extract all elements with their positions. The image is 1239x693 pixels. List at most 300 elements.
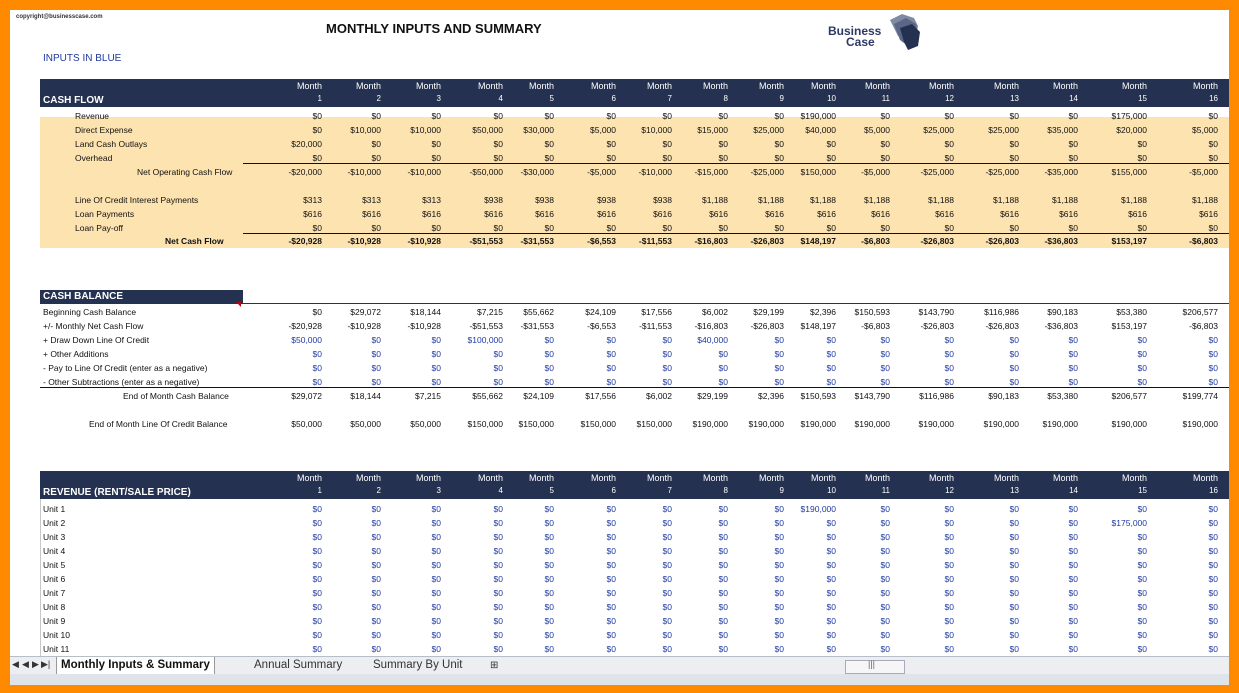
value-cell[interactable]: $24,109 <box>585 307 616 317</box>
value-cell[interactable]: $0 <box>312 630 322 640</box>
value-cell[interactable]: $190,000 <box>918 419 954 429</box>
value-cell[interactable]: -$6,803 <box>1189 321 1218 331</box>
value-cell[interactable]: $25,000 <box>923 125 954 135</box>
value-cell[interactable]: $938 <box>597 195 616 205</box>
last-sheet-icon[interactable]: ▶| <box>41 659 51 669</box>
value-cell[interactable]: $0 <box>880 588 890 598</box>
value-cell[interactable]: $0 <box>312 307 322 317</box>
value-cell[interactable]: $0 <box>312 560 322 570</box>
value-cell[interactable]: $0 <box>880 153 890 163</box>
value-cell[interactable]: $0 <box>662 335 672 345</box>
value-cell[interactable]: $0 <box>544 377 554 387</box>
value-cell[interactable]: $0 <box>371 532 381 542</box>
value-cell[interactable]: -$6,803 <box>861 236 890 246</box>
value-cell[interactable]: $0 <box>1208 602 1218 612</box>
value-cell[interactable]: $0 <box>1137 602 1147 612</box>
value-cell[interactable]: $0 <box>431 504 441 514</box>
value-cell[interactable]: $0 <box>493 363 503 373</box>
value-cell[interactable]: $313 <box>422 195 441 205</box>
value-cell[interactable]: $0 <box>1208 518 1218 528</box>
value-cell[interactable]: -$5,000 <box>861 167 890 177</box>
value-cell[interactable]: $143,790 <box>854 391 890 401</box>
value-cell[interactable]: $2,396 <box>758 391 784 401</box>
value-cell[interactable]: $17,556 <box>641 307 672 317</box>
value-cell[interactable]: $0 <box>826 377 836 387</box>
value-cell[interactable]: $0 <box>371 602 381 612</box>
value-cell[interactable]: -$10,928 <box>347 236 381 246</box>
value-cell[interactable]: $0 <box>944 223 954 233</box>
next-sheet-icon[interactable]: ▶ <box>32 659 39 669</box>
value-cell[interactable]: $0 <box>431 349 441 359</box>
value-cell[interactable]: $0 <box>1068 111 1078 121</box>
value-cell[interactable]: $0 <box>1068 630 1078 640</box>
value-cell[interactable]: -$36,803 <box>1044 236 1078 246</box>
value-cell[interactable]: $0 <box>312 602 322 612</box>
value-cell[interactable]: $0 <box>662 546 672 556</box>
value-cell[interactable]: $0 <box>493 349 503 359</box>
value-cell[interactable]: $938 <box>535 195 554 205</box>
value-cell[interactable]: $150,593 <box>800 391 836 401</box>
value-cell[interactable]: $0 <box>431 223 441 233</box>
value-cell[interactable]: $18,144 <box>350 391 381 401</box>
insert-sheet-icon[interactable]: ⊞ <box>490 660 499 671</box>
value-cell[interactable]: $0 <box>1137 644 1147 654</box>
value-cell[interactable]: $0 <box>774 560 784 570</box>
value-cell[interactable]: $0 <box>774 335 784 345</box>
value-cell[interactable]: -$30,000 <box>520 167 554 177</box>
value-cell[interactable]: $0 <box>1009 546 1019 556</box>
value-cell[interactable]: $0 <box>880 504 890 514</box>
value-cell[interactable]: $190,000 <box>1111 419 1147 429</box>
value-cell[interactable]: $0 <box>718 546 728 556</box>
value-cell[interactable]: $0 <box>493 616 503 626</box>
value-cell[interactable]: $0 <box>1137 363 1147 373</box>
value-cell[interactable]: $0 <box>1068 153 1078 163</box>
value-cell[interactable]: $0 <box>1137 574 1147 584</box>
value-cell[interactable]: $0 <box>431 588 441 598</box>
value-cell[interactable]: $0 <box>431 630 441 640</box>
value-cell[interactable]: $0 <box>544 588 554 598</box>
value-cell[interactable]: $0 <box>1137 223 1147 233</box>
value-cell[interactable]: $0 <box>431 574 441 584</box>
value-cell[interactable]: -$16,803 <box>694 236 728 246</box>
value-cell[interactable]: $0 <box>1009 616 1019 626</box>
value-cell[interactable]: $0 <box>1208 139 1218 149</box>
value-cell[interactable]: $190,000 <box>1042 419 1078 429</box>
value-cell[interactable]: $0 <box>493 560 503 570</box>
value-cell[interactable]: $50,000 <box>291 419 322 429</box>
value-cell[interactable]: $29,199 <box>697 391 728 401</box>
value-cell[interactable]: $0 <box>493 153 503 163</box>
value-cell[interactable]: $0 <box>1068 616 1078 626</box>
value-cell[interactable]: $0 <box>606 546 616 556</box>
value-cell[interactable]: $0 <box>312 111 322 121</box>
value-cell[interactable]: $0 <box>312 349 322 359</box>
value-cell[interactable]: $0 <box>493 377 503 387</box>
value-cell[interactable]: $616 <box>871 209 890 219</box>
value-cell[interactable]: $0 <box>431 560 441 570</box>
value-cell[interactable]: $190,000 <box>1182 419 1218 429</box>
value-cell[interactable]: $0 <box>371 335 381 345</box>
value-cell[interactable]: $17,556 <box>585 391 616 401</box>
value-cell[interactable]: $0 <box>944 111 954 121</box>
value-cell[interactable]: $0 <box>1009 111 1019 121</box>
value-cell[interactable]: $6,002 <box>702 307 728 317</box>
value-cell[interactable]: $0 <box>371 377 381 387</box>
value-cell[interactable]: $0 <box>880 532 890 542</box>
value-cell[interactable]: -$10,000 <box>638 167 672 177</box>
value-cell[interactable]: $313 <box>303 195 322 205</box>
value-cell[interactable]: $1,188 <box>1192 195 1218 205</box>
value-cell[interactable]: $616 <box>484 209 503 219</box>
value-cell[interactable]: $148,197 <box>800 236 836 246</box>
value-cell[interactable]: $0 <box>1009 630 1019 640</box>
value-cell[interactable]: $0 <box>312 153 322 163</box>
value-cell[interactable]: $0 <box>662 602 672 612</box>
value-cell[interactable]: $938 <box>653 195 672 205</box>
value-cell[interactable]: $0 <box>944 153 954 163</box>
prev-sheet-icon[interactable]: ◀ <box>22 659 29 669</box>
value-cell[interactable]: $0 <box>493 602 503 612</box>
value-cell[interactable]: $0 <box>544 223 554 233</box>
tab-annual-summary[interactable]: Annual Summary <box>254 659 343 671</box>
value-cell[interactable]: $190,000 <box>800 111 836 121</box>
value-cell[interactable]: -$10,000 <box>407 167 441 177</box>
value-cell[interactable]: -$26,803 <box>920 236 954 246</box>
value-cell[interactable]: $50,000 <box>350 419 381 429</box>
value-cell[interactable]: -$6,553 <box>587 236 616 246</box>
value-cell[interactable]: $0 <box>544 349 554 359</box>
value-cell[interactable]: $175,000 <box>1111 518 1147 528</box>
value-cell[interactable]: $0 <box>544 644 554 654</box>
value-cell[interactable]: $0 <box>718 588 728 598</box>
value-cell[interactable]: $0 <box>371 560 381 570</box>
value-cell[interactable]: $0 <box>944 532 954 542</box>
value-cell[interactable]: $50,000 <box>472 125 503 135</box>
value-cell[interactable]: $0 <box>718 574 728 584</box>
value-cell[interactable]: $0 <box>718 616 728 626</box>
value-cell[interactable]: $116,986 <box>984 307 1019 317</box>
value-cell[interactable]: $0 <box>1208 111 1218 121</box>
value-cell[interactable]: $0 <box>431 616 441 626</box>
value-cell[interactable]: $616 <box>535 209 554 219</box>
value-cell[interactable]: $616 <box>1199 209 1218 219</box>
value-cell[interactable]: $0 <box>718 504 728 514</box>
value-cell[interactable]: $0 <box>774 377 784 387</box>
value-cell[interactable]: $150,000 <box>636 419 672 429</box>
value-cell[interactable]: $0 <box>944 349 954 359</box>
value-cell[interactable]: $0 <box>544 616 554 626</box>
value-cell[interactable]: $0 <box>774 139 784 149</box>
value-cell[interactable]: $0 <box>312 125 322 135</box>
value-cell[interactable]: $0 <box>774 223 784 233</box>
value-cell[interactable]: $2,396 <box>810 307 836 317</box>
value-cell[interactable]: $0 <box>544 363 554 373</box>
value-cell[interactable]: $20,000 <box>291 139 322 149</box>
value-cell[interactable]: $1,188 <box>810 195 836 205</box>
value-cell[interactable]: $0 <box>718 223 728 233</box>
value-cell[interactable]: $1,188 <box>864 195 890 205</box>
value-cell[interactable]: $0 <box>880 377 890 387</box>
value-cell[interactable]: $0 <box>774 644 784 654</box>
value-cell[interactable]: $0 <box>826 223 836 233</box>
value-cell[interactable]: $0 <box>312 377 322 387</box>
value-cell[interactable]: $0 <box>1068 602 1078 612</box>
value-cell[interactable]: $0 <box>1208 223 1218 233</box>
value-cell[interactable]: $6,002 <box>646 391 672 401</box>
value-cell[interactable]: $0 <box>1208 532 1218 542</box>
value-cell[interactable]: $0 <box>662 630 672 640</box>
value-cell[interactable]: $0 <box>1208 644 1218 654</box>
value-cell[interactable]: $0 <box>606 630 616 640</box>
value-cell[interactable]: $199,774 <box>1182 391 1218 401</box>
value-cell[interactable]: $0 <box>944 546 954 556</box>
value-cell[interactable]: $0 <box>880 223 890 233</box>
value-cell[interactable]: $0 <box>826 588 836 598</box>
value-cell[interactable]: $0 <box>880 574 890 584</box>
value-cell[interactable]: $0 <box>606 153 616 163</box>
value-cell[interactable]: $0 <box>718 644 728 654</box>
value-cell[interactable]: $616 <box>1128 209 1147 219</box>
value-cell[interactable]: $0 <box>544 630 554 640</box>
value-cell[interactable]: $0 <box>606 223 616 233</box>
value-cell[interactable]: $0 <box>774 504 784 514</box>
value-cell[interactable]: $0 <box>1208 546 1218 556</box>
value-cell[interactable]: $155,000 <box>1111 167 1147 177</box>
value-cell[interactable]: $0 <box>606 532 616 542</box>
value-cell[interactable]: $0 <box>718 630 728 640</box>
value-cell[interactable]: $35,000 <box>1047 125 1078 135</box>
value-cell[interactable]: $0 <box>718 560 728 570</box>
value-cell[interactable]: $0 <box>371 349 381 359</box>
value-cell[interactable]: $0 <box>662 223 672 233</box>
value-cell[interactable]: $190,000 <box>748 419 784 429</box>
value-cell[interactable]: $0 <box>371 616 381 626</box>
value-cell[interactable]: $0 <box>371 504 381 514</box>
value-cell[interactable]: $0 <box>1068 588 1078 598</box>
value-cell[interactable]: $0 <box>312 532 322 542</box>
value-cell[interactable]: $0 <box>774 588 784 598</box>
value-cell[interactable]: $616 <box>765 209 784 219</box>
value-cell[interactable]: $0 <box>662 153 672 163</box>
value-cell[interactable]: $0 <box>1068 518 1078 528</box>
value-cell[interactable]: $0 <box>1137 377 1147 387</box>
value-cell[interactable]: $0 <box>826 602 836 612</box>
value-cell[interactable]: $0 <box>1068 349 1078 359</box>
value-cell[interactable]: $0 <box>718 349 728 359</box>
value-cell[interactable]: $0 <box>944 588 954 598</box>
value-cell[interactable]: $7,215 <box>415 391 441 401</box>
value-cell[interactable]: $0 <box>312 223 322 233</box>
value-cell[interactable]: $0 <box>1009 377 1019 387</box>
value-cell[interactable]: -$10,928 <box>347 321 381 331</box>
value-cell[interactable]: $0 <box>826 630 836 640</box>
value-cell[interactable]: $0 <box>1137 630 1147 640</box>
value-cell[interactable]: $190,000 <box>800 419 836 429</box>
value-cell[interactable]: $0 <box>431 546 441 556</box>
value-cell[interactable]: -$20,000 <box>288 167 322 177</box>
value-cell[interactable]: $150,593 <box>854 307 890 317</box>
value-cell[interactable]: $0 <box>544 504 554 514</box>
value-cell[interactable]: $1,188 <box>993 195 1019 205</box>
value-cell[interactable]: $616 <box>709 209 728 219</box>
value-cell[interactable]: $0 <box>774 532 784 542</box>
value-cell[interactable]: $190,000 <box>983 419 1019 429</box>
value-cell[interactable]: $0 <box>606 560 616 570</box>
value-cell[interactable]: $0 <box>662 139 672 149</box>
value-cell[interactable]: -$10,928 <box>407 236 441 246</box>
value-cell[interactable]: $0 <box>718 377 728 387</box>
tab-monthly-inputs[interactable]: Monthly Inputs & Summary <box>56 657 215 675</box>
value-cell[interactable]: -$36,803 <box>1044 321 1078 331</box>
value-cell[interactable]: $0 <box>944 518 954 528</box>
value-cell[interactable]: -$26,803 <box>985 321 1019 331</box>
value-cell[interactable]: $0 <box>493 644 503 654</box>
value-cell[interactable]: $0 <box>826 153 836 163</box>
value-cell[interactable]: -$26,803 <box>750 321 784 331</box>
value-cell[interactable]: $0 <box>544 560 554 570</box>
value-cell[interactable]: -$20,928 <box>288 321 322 331</box>
value-cell[interactable]: $0 <box>544 518 554 528</box>
value-cell[interactable]: $0 <box>662 518 672 528</box>
value-cell[interactable]: $190,000 <box>854 419 890 429</box>
value-cell[interactable]: $0 <box>880 518 890 528</box>
value-cell[interactable]: $0 <box>371 588 381 598</box>
value-cell[interactable]: $0 <box>1137 616 1147 626</box>
value-cell[interactable]: $1,188 <box>758 195 784 205</box>
value-cell[interactable]: $0 <box>662 363 672 373</box>
value-cell[interactable]: -$25,000 <box>920 167 954 177</box>
value-cell[interactable]: $616 <box>362 209 381 219</box>
value-cell[interactable]: $0 <box>544 335 554 345</box>
value-cell[interactable]: $616 <box>422 209 441 219</box>
value-cell[interactable]: $0 <box>371 574 381 584</box>
value-cell[interactable]: $0 <box>1137 588 1147 598</box>
value-cell[interactable]: $175,000 <box>1111 111 1147 121</box>
value-cell[interactable]: $1,188 <box>702 195 728 205</box>
value-cell[interactable]: $0 <box>826 363 836 373</box>
value-cell[interactable]: $150,000 <box>580 419 616 429</box>
value-cell[interactable]: $0 <box>944 602 954 612</box>
value-cell[interactable]: $0 <box>1068 574 1078 584</box>
value-cell[interactable]: $0 <box>1009 574 1019 584</box>
value-cell[interactable]: $0 <box>312 644 322 654</box>
scroll-thumb-icon[interactable]: ||| <box>868 659 876 669</box>
value-cell[interactable]: $0 <box>312 518 322 528</box>
value-cell[interactable]: $0 <box>312 504 322 514</box>
value-cell[interactable]: $0 <box>774 616 784 626</box>
value-cell[interactable]: $0 <box>312 574 322 584</box>
value-cell[interactable]: $0 <box>944 630 954 640</box>
value-cell[interactable]: $0 <box>493 504 503 514</box>
value-cell[interactable]: $616 <box>1059 209 1078 219</box>
value-cell[interactable]: $0 <box>606 111 616 121</box>
value-cell[interactable]: -$51,553 <box>469 236 503 246</box>
value-cell[interactable]: $0 <box>493 139 503 149</box>
value-cell[interactable]: $0 <box>718 363 728 373</box>
value-cell[interactable]: $25,000 <box>988 125 1019 135</box>
value-cell[interactable]: $190,000 <box>800 504 836 514</box>
value-cell[interactable]: $0 <box>371 363 381 373</box>
value-cell[interactable]: $143,790 <box>918 307 954 317</box>
value-cell[interactable]: $0 <box>826 349 836 359</box>
value-cell[interactable]: $0 <box>1068 139 1078 149</box>
value-cell[interactable]: $0 <box>371 111 381 121</box>
value-cell[interactable]: $0 <box>371 518 381 528</box>
value-cell[interactable]: $0 <box>371 644 381 654</box>
value-cell[interactable]: $0 <box>826 518 836 528</box>
value-cell[interactable]: $0 <box>493 518 503 528</box>
value-cell[interactable]: $0 <box>606 504 616 514</box>
value-cell[interactable]: $0 <box>1137 139 1147 149</box>
value-cell[interactable]: $0 <box>544 546 554 556</box>
value-cell[interactable]: $206,577 <box>1111 391 1147 401</box>
value-cell[interactable]: $0 <box>774 630 784 640</box>
value-cell[interactable]: $0 <box>493 546 503 556</box>
value-cell[interactable]: -$15,000 <box>694 167 728 177</box>
value-cell[interactable]: $0 <box>1068 532 1078 542</box>
value-cell[interactable]: $0 <box>880 616 890 626</box>
value-cell[interactable]: $0 <box>1137 153 1147 163</box>
value-cell[interactable]: $0 <box>944 560 954 570</box>
value-cell[interactable]: $313 <box>362 195 381 205</box>
value-cell[interactable]: $150,000 <box>518 419 554 429</box>
value-cell[interactable]: $616 <box>935 209 954 219</box>
value-cell[interactable]: $0 <box>1208 588 1218 598</box>
value-cell[interactable]: $0 <box>880 349 890 359</box>
value-cell[interactable]: $55,662 <box>472 391 503 401</box>
value-cell[interactable]: $0 <box>880 335 890 345</box>
value-cell[interactable]: $0 <box>1137 349 1147 359</box>
value-cell[interactable]: $55,662 <box>523 307 554 317</box>
value-cell[interactable]: $0 <box>1009 518 1019 528</box>
value-cell[interactable]: $0 <box>1068 560 1078 570</box>
value-cell[interactable]: $0 <box>1137 532 1147 542</box>
value-cell[interactable]: $0 <box>880 139 890 149</box>
value-cell[interactable]: -$20,928 <box>288 236 322 246</box>
value-cell[interactable]: -$5,000 <box>587 167 616 177</box>
value-cell[interactable]: $100,000 <box>467 335 503 345</box>
value-cell[interactable]: $25,000 <box>753 125 784 135</box>
value-cell[interactable]: $1,188 <box>1121 195 1147 205</box>
value-cell[interactable]: $90,183 <box>1047 307 1078 317</box>
value-cell[interactable]: $0 <box>880 363 890 373</box>
value-cell[interactable]: -$10,000 <box>347 167 381 177</box>
value-cell[interactable]: $0 <box>944 377 954 387</box>
value-cell[interactable]: -$11,553 <box>638 236 672 246</box>
value-cell[interactable]: $0 <box>1137 335 1147 345</box>
value-cell[interactable]: $0 <box>606 602 616 612</box>
value-cell[interactable]: $0 <box>944 574 954 584</box>
value-cell[interactable]: $0 <box>826 574 836 584</box>
value-cell[interactable]: $0 <box>662 574 672 584</box>
value-cell[interactable]: $0 <box>493 630 503 640</box>
value-cell[interactable]: $0 <box>1009 335 1019 345</box>
value-cell[interactable]: $0 <box>774 349 784 359</box>
value-cell[interactable]: $1,188 <box>1052 195 1078 205</box>
value-cell[interactable]: -$35,000 <box>1044 167 1078 177</box>
value-cell[interactable]: $0 <box>544 153 554 163</box>
value-cell[interactable]: $0 <box>880 560 890 570</box>
value-cell[interactable]: -$6,803 <box>861 321 890 331</box>
value-cell[interactable]: $0 <box>431 532 441 542</box>
value-cell[interactable]: $0 <box>1009 504 1019 514</box>
value-cell[interactable]: $20,000 <box>1116 125 1147 135</box>
value-cell[interactable]: -$50,000 <box>469 167 503 177</box>
value-cell[interactable]: $0 <box>880 644 890 654</box>
value-cell[interactable]: $0 <box>606 518 616 528</box>
value-cell[interactable]: -$10,928 <box>407 321 441 331</box>
